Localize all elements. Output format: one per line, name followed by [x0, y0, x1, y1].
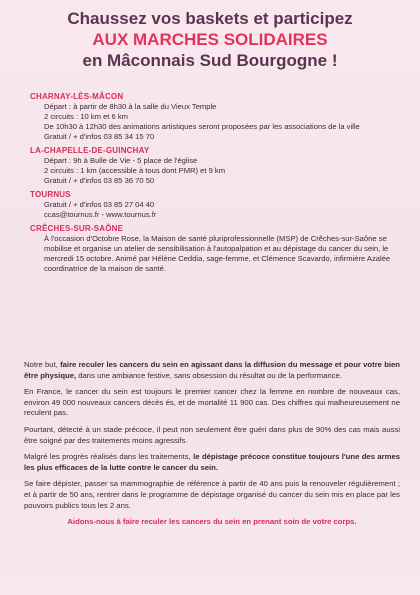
paragraph-early-detection: Pourtant, détecté à un stade précoce, il peut non seulement être guéri dans plus de 90% des cas mais aussi être soigné par des traitements moins agressifs.	[24, 424, 400, 445]
paragraph-screening	[24, 452, 400, 473]
event-chapelle	[30, 146, 405, 186]
event-line: De 10h30 à 12h30 des animations artistiques seront proposées par les associations de la ville	[44, 122, 360, 131]
event-charnay	[30, 92, 405, 142]
event-line: Gratuit / + d'infos 03 85 27 04 40	[44, 200, 155, 209]
event-line: Départ : à partir de 8h30 à la salle du Vieux Temple	[44, 102, 217, 111]
events-list	[30, 92, 405, 278]
paragraph-goal	[24, 360, 400, 381]
headline-line-2: AUX MARCHES SOLIDAIRES	[92, 30, 328, 49]
paragraph-statistics: En France, le cancer du sein est toujours le premier cancer chez la femme en nombre de nouveaux cas, environ 49 000 nouveaux cancers décès és, et de mortalité 11 900 cas. Des chiffres qui malheureusement ne reculent pas.	[24, 387, 400, 418]
event-line: ccas@tournus.fr - www.tournus.fr	[44, 210, 157, 219]
event-name: TOURNUS	[30, 190, 71, 199]
event-name: CRÊCHES-SUR-SAÔNE	[30, 224, 124, 233]
headline-line-3: en Mâconnais Sud Bourgogne !	[82, 51, 338, 70]
paragraph-text: Malgré les progrès réalisés dans les traitements,	[24, 452, 194, 462]
event-name: CHARNAY-LÈS-MÂCON	[30, 92, 124, 101]
paragraph-emphasis: le dépistage précoce constitue toujours l'une des armes les plus efficaces de la lutte contre le cancer du sein.	[24, 452, 400, 472]
paragraph-emphasis: faire reculer les cancers du sein en agissant dans la diffusion du message et pour votre bien être physique,	[24, 360, 400, 380]
event-creches	[30, 224, 405, 274]
event-line: 2 circuits : 1 km (accessible à tous dont PMR) et 9 km	[44, 166, 226, 175]
paragraph-text: Notre but,	[24, 360, 61, 369]
headline-line-1: Chaussez vos baskets et participez	[67, 9, 353, 28]
event-line: Départ : 9h à Bulle de Vie - 5 place de l'église	[44, 156, 198, 165]
event-description: À l'occasion d'Octobre Rose, la Maison de santé pluriprofessionnelle (MSP) de Crêches-sur-Saône se mobilise et organise un atelier de sensibilisation à l'autopalpation et au dépistage du cancer du sein, le mercredi 15 octobre. Animé par Hélène Ceddia, sage-femme, et Clémence Scavardo, infirmière Azalée coordinatrice de la maison de santé.	[44, 234, 391, 273]
event-name: LA-CHAPELLE-DE-GUINCHAY	[30, 146, 150, 155]
event-line: Gratuit / + d'infos 03 85 34 15 70	[44, 132, 155, 141]
event-line: 2 circuits : 10 km et 6 km	[44, 112, 128, 121]
paragraph-mammography: Se faire dépister, passer sa mammographie de référence à partir de 40 ans puis la renouveler régulièrement ; et à partir de 50 ans, rentrer dans le programme de dépistage organisé du cancer du sein mis en place par les pouvoirs publics tous les 2 ans.	[24, 479, 400, 510]
event-tournus	[30, 190, 405, 220]
event-line: Gratuit / + d'infos 03 85 36 70 50	[44, 176, 155, 185]
headline	[0, 0, 420, 71]
body-text	[24, 360, 400, 527]
closing-slogan: Aidons-nous à faire reculer les cancers du sein en prenant soin de votre corps.	[67, 517, 357, 527]
paragraph-text: dans une ambiance festive, sans obsession du résultat ou de la performance.	[76, 370, 342, 380]
